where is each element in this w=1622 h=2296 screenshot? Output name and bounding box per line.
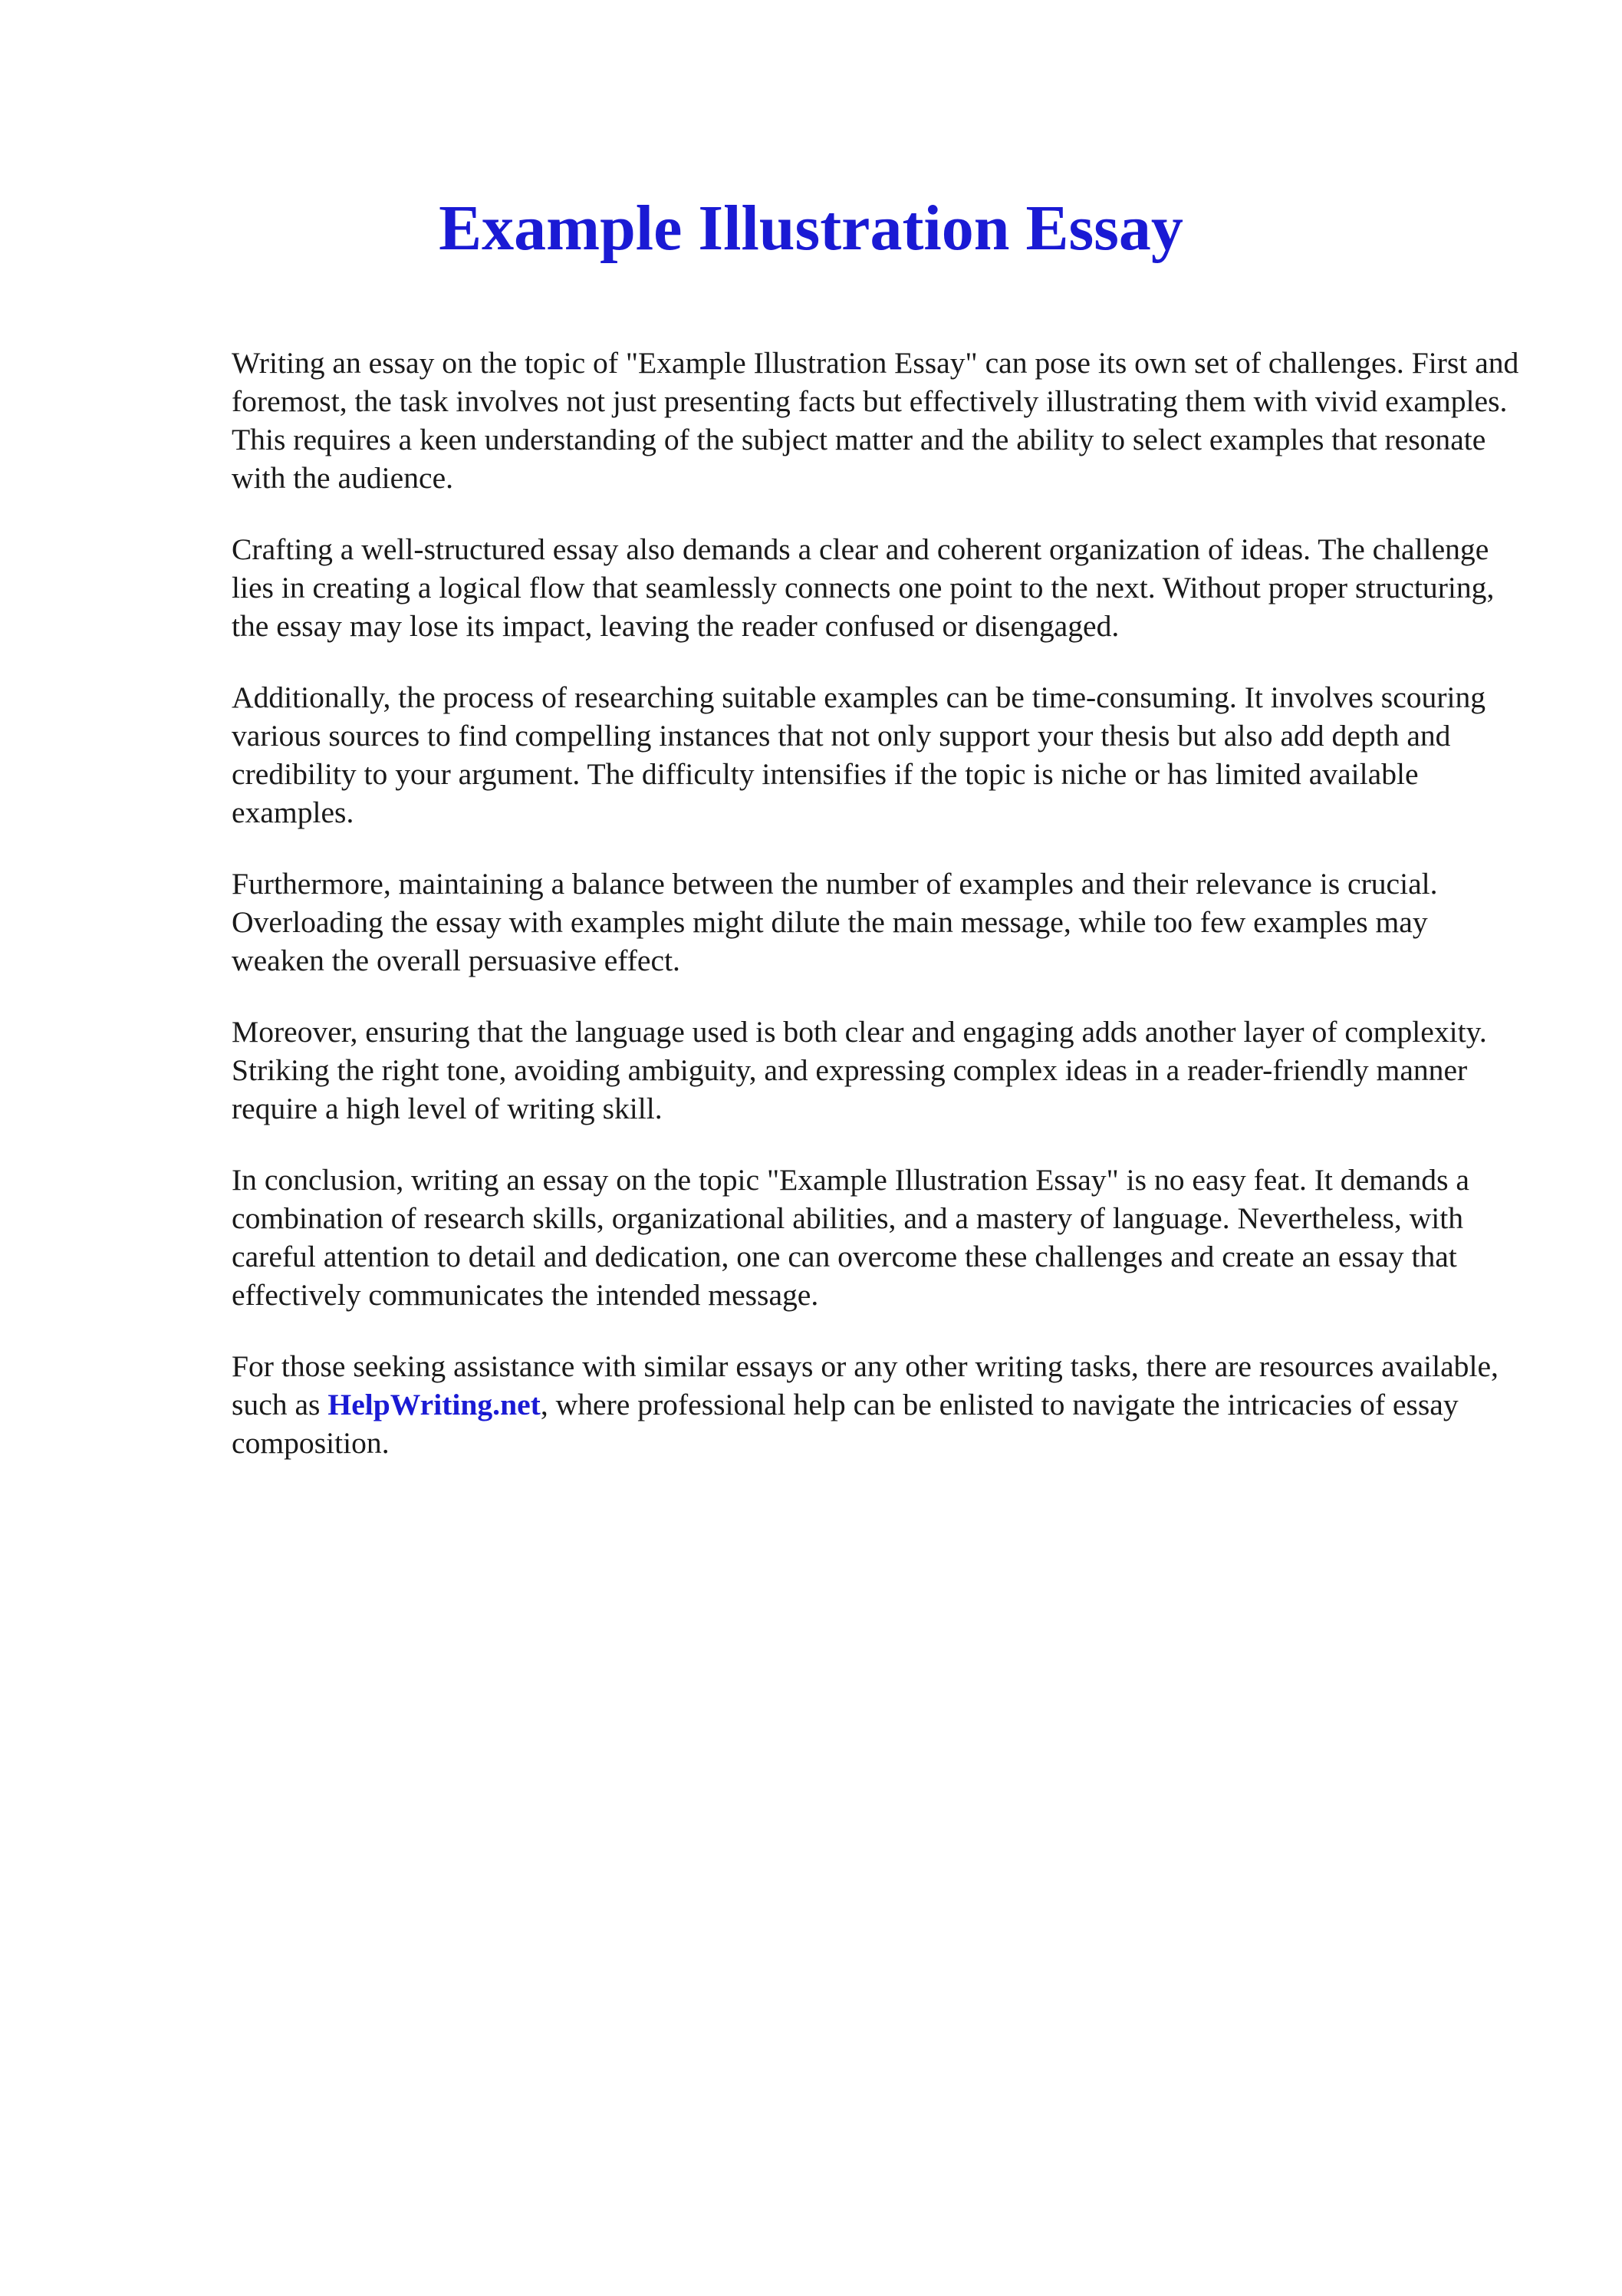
helpwriting-link[interactable]: HelpWriting.net <box>327 1388 541 1421</box>
paragraph-6: In conclusion, writing an essay on the topic "Example Illustration Essay" is no easy feat. It demands a combination of research skills, organizational abilities, and a mastery of language. Nevertheless, with careful attention to detail and dedication, one can overcome these challenges and create an essay that effectively communicates the intended message. <box>232 1163 1469 1312</box>
closing-text-before-link: For those seeking assistance with similar essays or any other writing tasks, there are resources available, such as <box>232 1349 1499 1421</box>
closing-text-after-link: , where professional help can be enlisted to navigate the intricacies of essay composition. <box>232 1388 1459 1460</box>
paragraph-2: Crafting a well-structured essay also demands a clear and coherent organization of ideas. The challenge lies in creating a logical flow that seamlessly connects one point to the next. Without proper structuring, the essay may lose its impact, leaving the reader confused or disengaged. <box>232 532 1495 643</box>
paragraph-5: Moreover, ensuring that the language used is both clear and engaging adds another layer of complexity. Striking the right tone, avoiding ambiguity, and expressing complex ideas in a reader-friendly manner require a high level of writing skill. <box>232 1015 1487 1125</box>
paragraph-3: Additionally, the process of researching suitable examples can be time-consuming. It involves scouring various sources to find compelling instances that not only support your thesis but also add depth and credibility to your argument. The difficulty intensifies if the topic is niche or has limited available examples. <box>232 680 1486 829</box>
essay-body <box>232 344 1520 1495</box>
closing-paragraph <box>232 1347 1520 1462</box>
paragraph-4: Furthermore, maintaining a balance between the number of examples and their relevance is crucial. Overloading the essay with examples might dilute the main message, while too few examples may weaken the overall persuasive effect. <box>232 867 1438 977</box>
paragraph-1: Writing an essay on the topic of "Example Illustration Essay" can pose its own set of challenges. First and foremost, the task involves not just presenting facts but effectively illustrating them with vivid examples. This requires a keen understanding of the subject matter and the ability to select examples that resonate with the audience. <box>232 346 1519 495</box>
document-title: Example Illustration Essay <box>439 193 1183 264</box>
